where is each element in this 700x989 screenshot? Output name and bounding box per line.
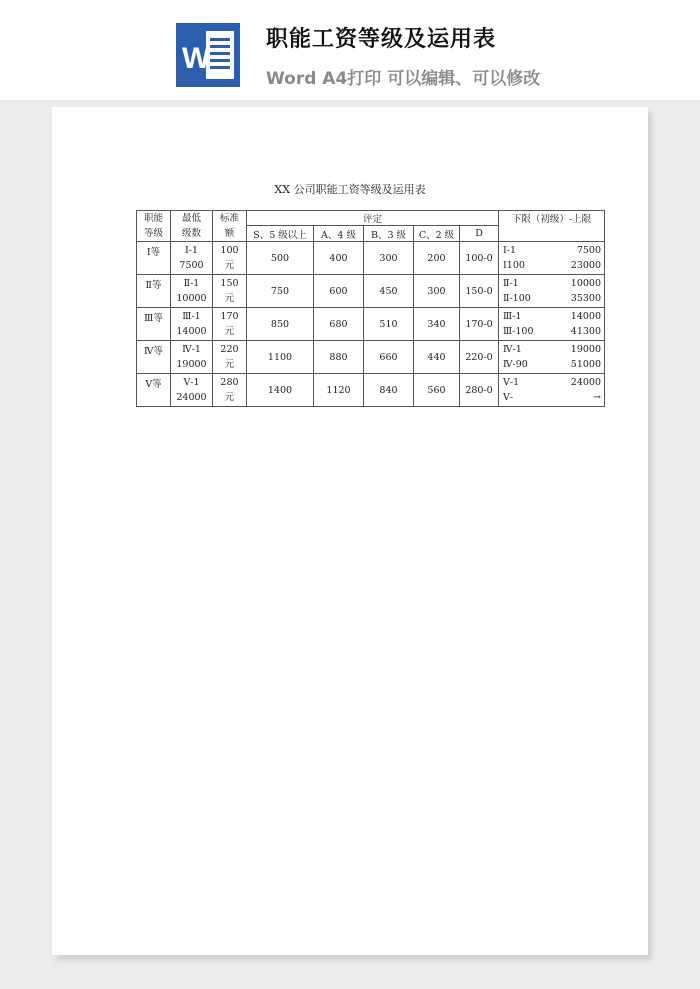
standard-unit: 元 bbox=[224, 260, 235, 271]
grade-cell: Ⅱ等 bbox=[137, 275, 171, 308]
min-level-amount: 10000 bbox=[176, 293, 207, 304]
range-cell bbox=[499, 275, 605, 308]
header-standard bbox=[213, 211, 247, 242]
score-cell: 840 bbox=[364, 374, 414, 407]
grade-table bbox=[136, 210, 605, 407]
header-standard-line1: 标准 bbox=[219, 213, 239, 224]
standard-cell bbox=[213, 275, 247, 308]
header-eval-s: S、5 级以上 bbox=[247, 226, 314, 242]
score-cell: 150-0 bbox=[460, 275, 499, 308]
score-cell: 400 bbox=[314, 242, 364, 275]
standard-unit: 元 bbox=[224, 293, 235, 304]
document-title: 职能工资等级及运用表 bbox=[266, 27, 497, 52]
score-cell: 170-0 bbox=[460, 308, 499, 341]
header-evaluation: 评定 bbox=[247, 211, 499, 226]
range-code: Ⅱ-1 bbox=[503, 278, 519, 289]
header-range: 下限（初级）-上限 bbox=[499, 211, 605, 242]
document-page bbox=[52, 107, 648, 955]
range-line bbox=[503, 342, 601, 357]
standard-amount: 220 bbox=[220, 344, 239, 355]
range-code: Ⅰ100 bbox=[503, 260, 525, 271]
standard-cell bbox=[213, 242, 247, 275]
header-min-level-line1: 最低 bbox=[181, 213, 201, 224]
range-code: Ⅴ-1 bbox=[503, 377, 520, 388]
range-amount: 10000 bbox=[570, 278, 602, 289]
header-eval-a: A、4 级 bbox=[314, 226, 364, 242]
range-amount: 35300 bbox=[570, 293, 602, 304]
range-line bbox=[503, 258, 601, 273]
score-cell: 850 bbox=[247, 308, 314, 341]
score-cell: 280-0 bbox=[460, 374, 499, 407]
score-cell: 1100 bbox=[247, 341, 314, 374]
range-code: Ⅲ-1 bbox=[503, 311, 522, 322]
score-cell: 440 bbox=[414, 341, 460, 374]
table-caption: XX 公司职能工资等级及运用表 bbox=[274, 183, 426, 196]
min-level-code: Ⅴ-1 bbox=[183, 377, 200, 388]
standard-amount: 100 bbox=[220, 245, 239, 256]
table-row bbox=[137, 341, 605, 374]
range-amount: 24000 bbox=[570, 377, 602, 388]
score-cell: 1120 bbox=[314, 374, 364, 407]
grade-cell: Ⅰ等 bbox=[137, 242, 171, 275]
score-cell: 750 bbox=[247, 275, 314, 308]
min-level-code: Ⅱ-1 bbox=[183, 278, 200, 289]
range-code: Ⅳ-1 bbox=[503, 344, 522, 355]
header-standard-line2: 额 bbox=[224, 228, 235, 239]
score-cell: 660 bbox=[364, 341, 414, 374]
standard-cell bbox=[213, 308, 247, 341]
standard-unit: 元 bbox=[224, 359, 235, 370]
score-cell: 510 bbox=[364, 308, 414, 341]
standard-amount: 170 bbox=[220, 311, 239, 322]
range-amount: 41300 bbox=[570, 326, 602, 337]
range-amount: 7500 bbox=[576, 245, 602, 256]
min-level-cell bbox=[171, 242, 213, 275]
score-cell: 1400 bbox=[247, 374, 314, 407]
range-line bbox=[503, 357, 601, 372]
score-cell: 680 bbox=[314, 308, 364, 341]
standard-amount: 280 bbox=[220, 377, 239, 388]
standard-amount: 150 bbox=[220, 278, 239, 289]
range-amount: 51000 bbox=[570, 359, 602, 370]
range-amount: → bbox=[593, 392, 602, 403]
min-level-cell bbox=[171, 308, 213, 341]
header-grade-line2: 等级 bbox=[143, 228, 163, 239]
min-level-amount: 7500 bbox=[179, 260, 204, 271]
min-level-cell bbox=[171, 341, 213, 374]
header-eval-b: B、3 级 bbox=[364, 226, 414, 242]
range-code: Ⅰ-1 bbox=[503, 245, 517, 256]
table-header-row bbox=[137, 211, 605, 226]
word-icon-letter: W bbox=[182, 42, 211, 75]
score-cell: 500 bbox=[247, 242, 314, 275]
range-line bbox=[503, 390, 601, 405]
header-min-level-line2: 级数 bbox=[181, 228, 201, 239]
min-level-code: Ⅰ-1 bbox=[184, 245, 198, 256]
score-cell: 560 bbox=[414, 374, 460, 407]
min-level-cell bbox=[171, 374, 213, 407]
header-grade bbox=[137, 211, 171, 242]
range-line bbox=[503, 243, 601, 258]
header-banner bbox=[0, 0, 700, 100]
table-row bbox=[137, 242, 605, 275]
score-cell: 880 bbox=[314, 341, 364, 374]
range-cell bbox=[499, 374, 605, 407]
range-code: Ⅳ-90 bbox=[503, 359, 528, 370]
min-level-amount: 24000 bbox=[176, 392, 207, 403]
standard-cell bbox=[213, 341, 247, 374]
standard-unit: 元 bbox=[224, 326, 235, 337]
min-level-amount: 14000 bbox=[176, 326, 207, 337]
range-line bbox=[503, 324, 601, 339]
score-cell: 450 bbox=[364, 275, 414, 308]
standard-unit: 元 bbox=[224, 392, 235, 403]
score-cell: 340 bbox=[414, 308, 460, 341]
range-cell bbox=[499, 341, 605, 374]
score-cell: 200 bbox=[414, 242, 460, 275]
range-line bbox=[503, 276, 601, 291]
header-grade-line1: 职能 bbox=[143, 213, 163, 224]
range-code: Ⅱ-100 bbox=[503, 293, 531, 304]
header-min-level bbox=[171, 211, 213, 242]
range-line bbox=[503, 375, 601, 390]
score-cell: 300 bbox=[414, 275, 460, 308]
score-cell: 100-0 bbox=[460, 242, 499, 275]
header-eval-d: D bbox=[460, 226, 499, 242]
range-amount: 19000 bbox=[570, 344, 602, 355]
header-eval-c: C、2 级 bbox=[414, 226, 460, 242]
range-code: Ⅲ-100 bbox=[503, 326, 534, 337]
min-level-cell bbox=[171, 275, 213, 308]
range-line bbox=[503, 309, 601, 324]
table-row bbox=[137, 275, 605, 308]
grade-cell: Ⅴ等 bbox=[137, 374, 171, 407]
standard-cell bbox=[213, 374, 247, 407]
score-cell: 300 bbox=[364, 242, 414, 275]
table-row bbox=[137, 374, 605, 407]
score-cell: 600 bbox=[314, 275, 364, 308]
score-cell: 220-0 bbox=[460, 341, 499, 374]
min-level-amount: 19000 bbox=[176, 359, 207, 370]
range-amount: 23000 bbox=[570, 260, 602, 271]
grade-cell: Ⅳ等 bbox=[137, 341, 171, 374]
table-row bbox=[137, 308, 605, 341]
grade-cell: Ⅲ等 bbox=[137, 308, 171, 341]
range-cell bbox=[499, 242, 605, 275]
range-amount: 14000 bbox=[570, 311, 602, 322]
min-level-code: Ⅳ-1 bbox=[182, 344, 201, 355]
range-cell bbox=[499, 308, 605, 341]
min-level-code: Ⅲ-1 bbox=[182, 311, 201, 322]
range-line bbox=[503, 291, 601, 306]
word-document-icon bbox=[176, 23, 240, 87]
document-subtitle: Word A4打印 可以编辑、可以修改 bbox=[266, 69, 541, 89]
range-code: Ⅴ- bbox=[503, 392, 514, 403]
